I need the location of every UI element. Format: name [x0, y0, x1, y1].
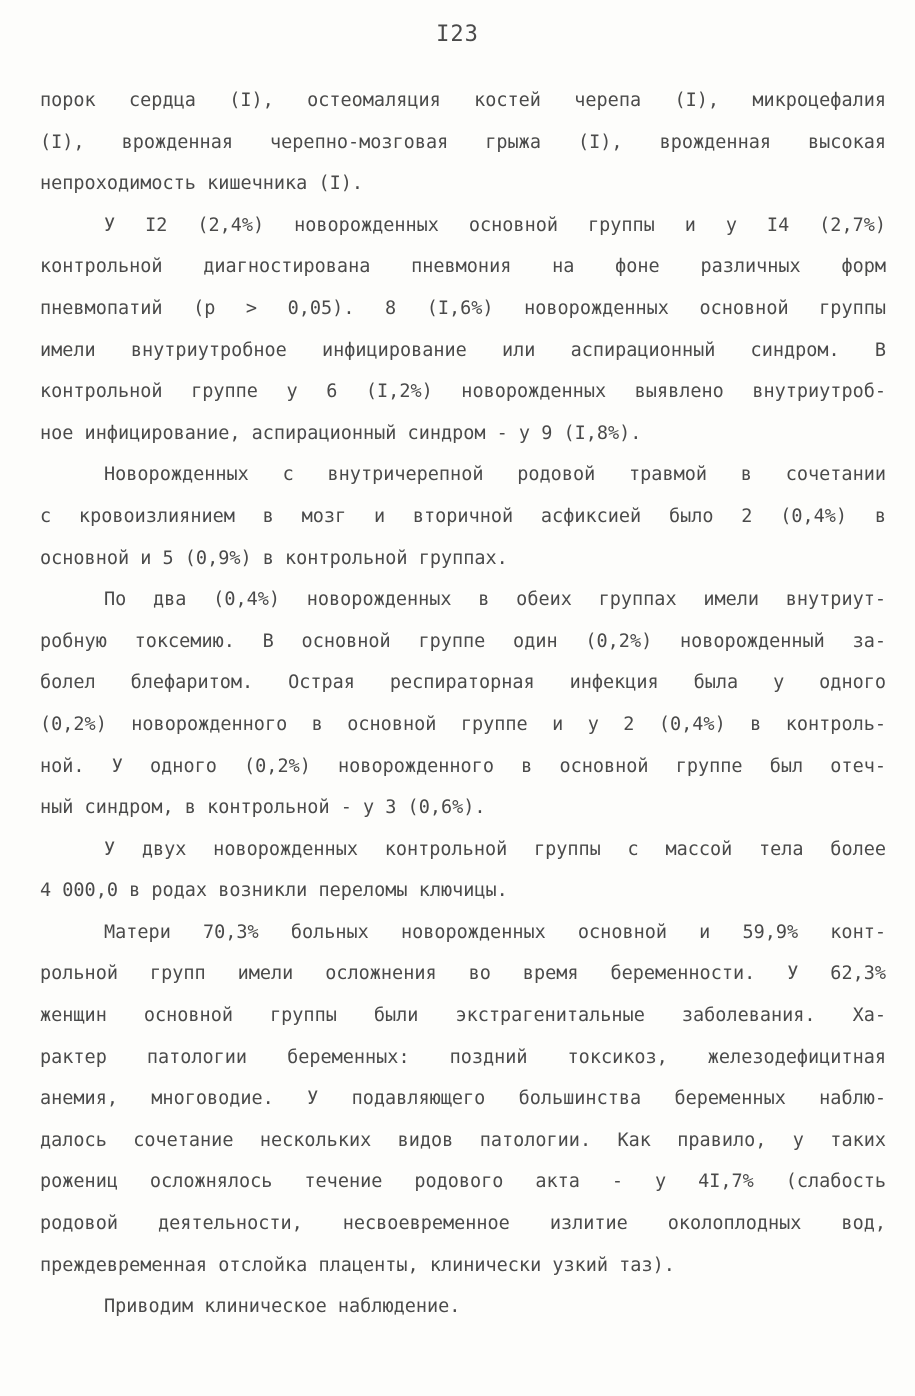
text-line: далось сочетание нескольких видов патологии. Как правило, у таких [40, 1129, 886, 1151]
text-line: Новорожденных с внутричерепной родовой травмой в сочетании [104, 464, 886, 486]
text-line: болел блефаритом. Острая респираторная инфекция была у одного [40, 672, 886, 694]
text-line: робную токсемию. В основной группе один (0,2%) новорожденный за- [40, 630, 886, 652]
text-line: непроходимость кишечника (I). [40, 173, 364, 195]
text-line: У I2 (2,4%) новорожденных основной группы и у I4 (2,7%) [104, 214, 886, 236]
text-line: Приводим клиническое наблюдение. [104, 1296, 461, 1318]
text-line: пневмопатий (p > 0,05). 8 (I,6%) новорожденных основной группы [40, 297, 886, 319]
text-line: родовой деятельности, несвоевременное излитие околоплодных вод, [40, 1213, 886, 1235]
text-line: контрольной группе у 6 (I,2%) новорожденных выявлено внутриутроб- [40, 381, 886, 403]
text-line: имели внутриутробное инфицирование или аспирационный синдром. В [40, 339, 886, 361]
text-line: рожениц осложнялось течение родового акта - у 4I,7% (слабость [40, 1171, 886, 1193]
text-line: Матери 70,3% больных новорожденных основной и 59,9% конт- [104, 921, 886, 943]
text-line: 4 000,0 в родах возникли переломы ключицы. [40, 880, 508, 902]
text-line: анемия, многоводие. У подавляющего большинства беременных наблю- [40, 1088, 886, 1110]
body-text [40, 80, 886, 1328]
text-line: с кровоизлиянием в мозг и вторичной асфиксией было 2 (0,4%) в [40, 505, 886, 527]
text-line: ный синдром, в контрольной - у 3 (0,6%). [40, 797, 486, 819]
page-number: I23 [436, 22, 479, 47]
text-line: рактер патологии беременных: поздний токсикоз, железодефицитная [40, 1046, 886, 1068]
text-line: У двух новорожденных контрольной группы с массой тела более [104, 838, 886, 860]
text-line: преждевременная отслойка плаценты, клинически узкий таз). [40, 1254, 675, 1276]
text-line: основной и 5 (0,9%) в контрольной группах. [40, 547, 508, 569]
text-line: женщин основной группы были экстрагенитальные заболевания. Ха- [40, 1005, 886, 1027]
text-line: порок сердца (I), остеомаляция костей черепа (I), микроцефалия [40, 90, 886, 111]
text-line: (0,2%) новорожденного в основной группе и у 2 (0,4%) в контроль- [40, 713, 886, 735]
text-line: контрольной диагностирована пневмония на фоне различных форм [40, 256, 886, 278]
text-line: (I), врожденная черепно-мозговая грыжа (I), врожденная высокая [40, 131, 886, 153]
text-line: По два (0,4%) новорожденных в обеих группах имели внутриут- [104, 589, 886, 611]
text-line: ной. У одного (0,2%) новорожденного в основной группе был отеч- [40, 755, 886, 777]
text-line: ное инфицирование, аспирационный синдром - у 9 (I,8%). [40, 422, 642, 444]
text-line: рольной групп имели осложнения во время беременности. У 62,3% [40, 963, 886, 985]
